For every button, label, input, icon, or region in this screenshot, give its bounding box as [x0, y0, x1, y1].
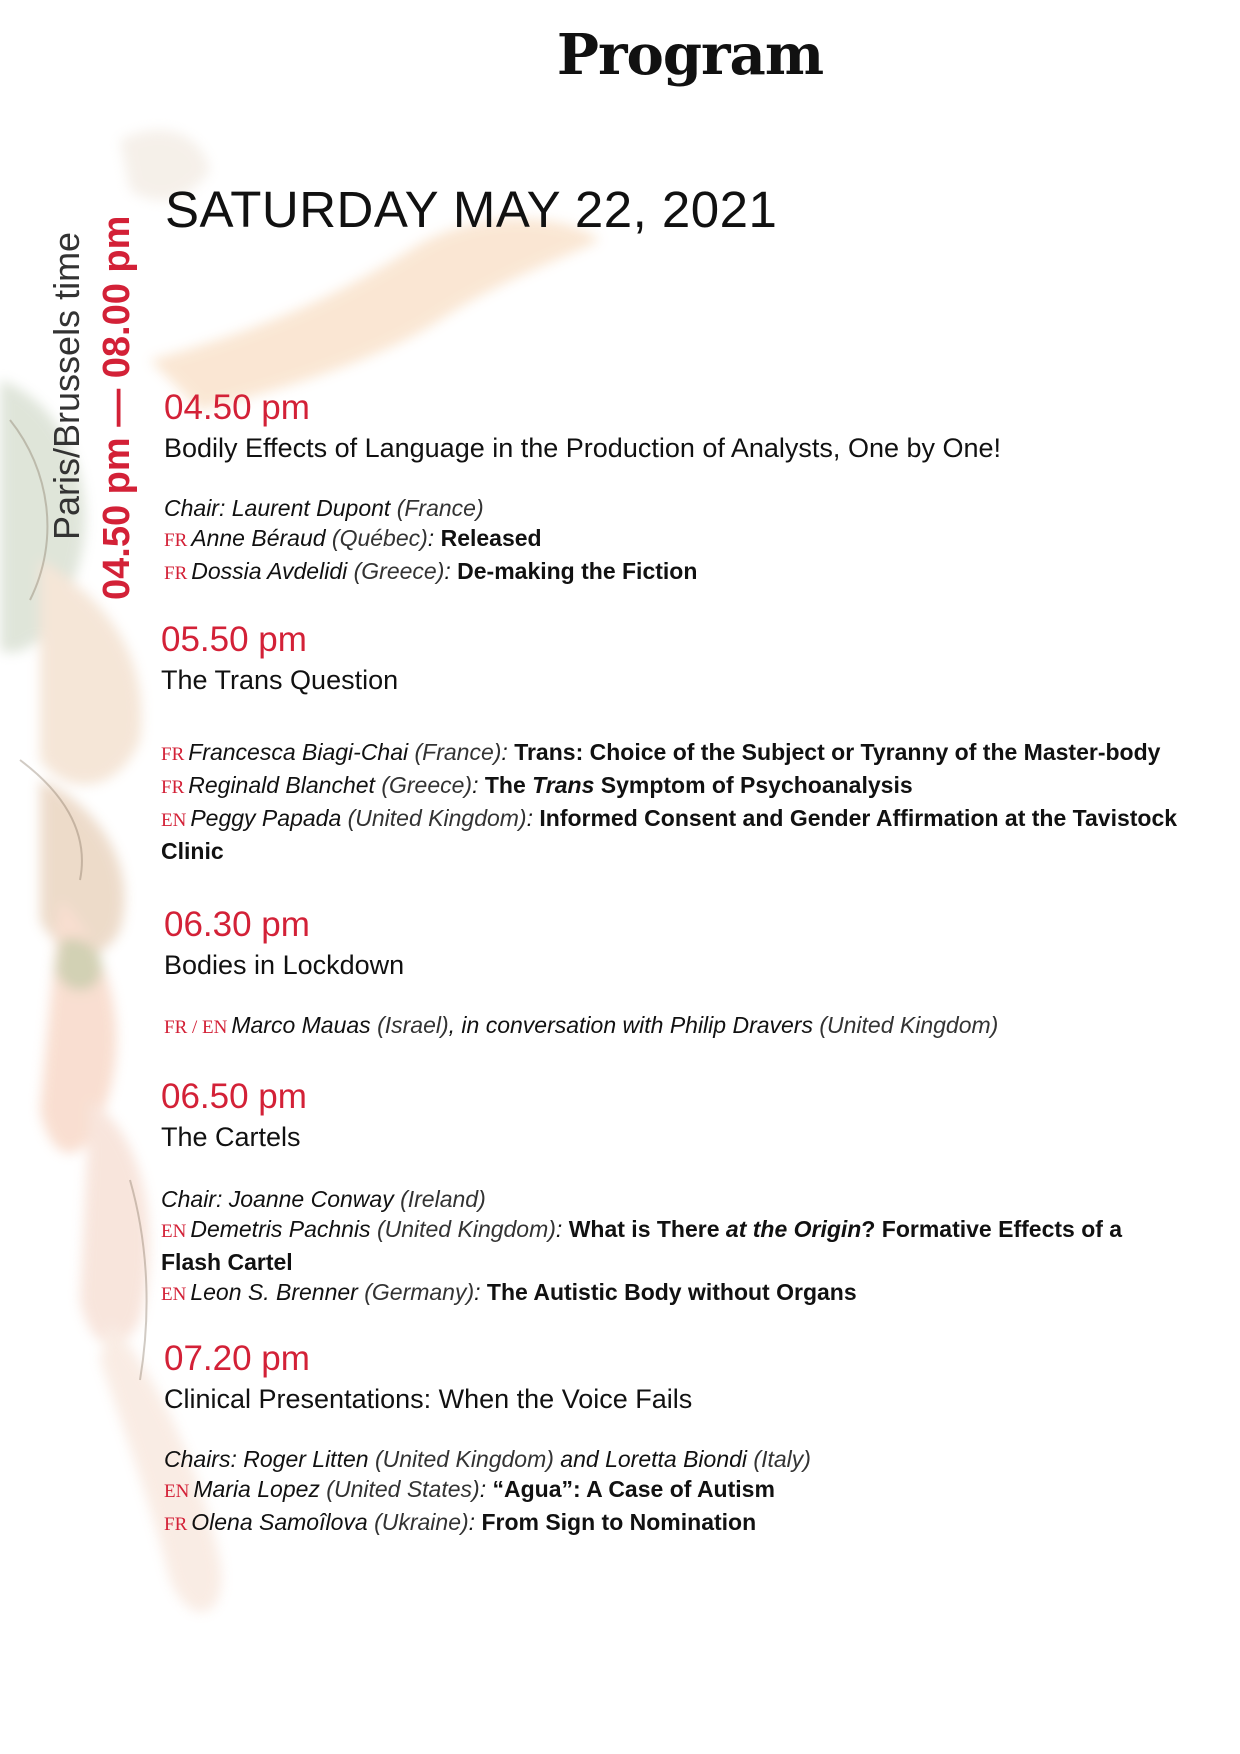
talk-line: [161, 737, 1211, 770]
session-participants: [161, 1184, 1171, 1310]
talk-line: [164, 1507, 1214, 1540]
session-time: 06.50 pm: [161, 1077, 307, 1116]
talk-line: [161, 770, 1211, 803]
talk-line: [164, 556, 1214, 589]
session-title: Bodily Effects of Language in the Production of Analysts, One by One!: [164, 433, 1002, 463]
session-time: 07.20 pm: [164, 1339, 310, 1378]
page-title: Program: [556, 22, 824, 88]
session-participants: [164, 1444, 1214, 1540]
separator: :: [472, 772, 479, 798]
speaker-country: (United States): [326, 1476, 480, 1502]
session-title: The Trans Question: [161, 665, 399, 695]
chair-label: Chair:: [161, 1186, 223, 1212]
separator: :: [501, 739, 508, 765]
session-block: [164, 1340, 1214, 1540]
chair-line: [164, 493, 1214, 523]
chair-name: Loretta Biondi: [605, 1446, 748, 1472]
speaker-name: Demetris Pachnis: [190, 1216, 371, 1242]
language-tag: EN: [164, 1481, 190, 1502]
language-tag: EN: [161, 1284, 187, 1305]
paper-title: “Agua”: A Case of Autism: [492, 1476, 775, 1502]
speaker-country: (Ukraine): [374, 1509, 469, 1535]
session-title: Clinical Presentations: When the Voice Fails: [164, 1384, 693, 1414]
separator: :: [474, 1279, 481, 1305]
language-tag: FR: [164, 530, 188, 551]
speaker-country: (Québec): [331, 525, 428, 551]
speaker-country: (United Kingdom): [347, 805, 527, 831]
talk-line: [161, 1214, 1171, 1277]
talk-line: [164, 1010, 1214, 1043]
separator: :: [427, 525, 435, 551]
session-block: [164, 389, 1214, 589]
language-tag: FR: [161, 744, 185, 765]
chair-line: [161, 1184, 1171, 1214]
language-tag: FR: [161, 777, 185, 798]
session-participants: [164, 1010, 1214, 1043]
paper-title: De-making the Fiction: [457, 558, 698, 584]
session-block: [164, 906, 1214, 1043]
language-tag: FR: [164, 563, 188, 584]
chair-name: Roger Litten: [243, 1446, 369, 1472]
paper-title: Trans: Choice of the Subject or Tyranny of the Master-body: [514, 739, 1161, 765]
chair-country: (Italy): [753, 1446, 811, 1472]
chair-connector: and: [553, 1446, 606, 1472]
separator: :: [555, 1216, 563, 1242]
paper-title: The Autistic Body without Organs: [486, 1279, 857, 1305]
speaker-country: (Greece): [353, 558, 445, 584]
talk-line: [161, 1277, 1171, 1310]
date-heading: SATURDAY MAY 22, 2021: [165, 181, 778, 238]
chair-label: Chairs:: [164, 1446, 237, 1472]
language-tag: EN: [161, 810, 187, 831]
session-block: [161, 621, 1211, 866]
time-range: 04.50 pm — 08.00 pm: [96, 215, 138, 600]
talk-line: [161, 803, 1211, 866]
speaker-name: Reginald Blanchet: [188, 772, 375, 798]
paper-title: What is There at the Origin? Formative Effects of a Flash Cartel: [161, 1216, 1123, 1275]
speaker-name: Olena Samoîlova: [191, 1509, 368, 1535]
speaker-country: (United Kingdom): [376, 1216, 556, 1242]
session-block: [161, 1078, 1211, 1310]
speaker-name: Dossia Avdelidi: [191, 558, 348, 584]
separator: :: [479, 1476, 487, 1502]
session-participants: [164, 493, 1214, 589]
speaker-country: (Israel): [377, 1012, 449, 1038]
paper-title: From Sign to Nomination: [481, 1509, 757, 1535]
chair-name: Joanne Conway: [228, 1186, 394, 1212]
session-title: The Cartels: [161, 1122, 301, 1152]
speaker-name: Francesca Biagi-Chai: [188, 739, 409, 765]
session-time: 05.50 pm: [161, 620, 307, 659]
conversation-connector: , in conversation with: [448, 1012, 670, 1038]
timezone-label: Paris/Brussels time: [46, 231, 87, 540]
speaker-name: Marco Mauas: [231, 1012, 371, 1038]
speaker-country: (Germany): [364, 1279, 475, 1305]
chair-name: Laurent Dupont: [231, 495, 391, 521]
chair-label: Chair:: [164, 495, 226, 521]
separator: :: [468, 1509, 476, 1535]
speaker-name: Anne Béraud: [191, 525, 326, 551]
session-time: 06.30 pm: [164, 905, 310, 944]
chair-country: (United Kingdom): [374, 1446, 554, 1472]
talk-line: [164, 1474, 1214, 1507]
session-time: 04.50 pm: [164, 388, 310, 427]
speaker-country: (United Kingdom): [819, 1012, 999, 1038]
speaker-country: (France): [414, 739, 502, 765]
speaker-name: Peggy Papada: [190, 805, 342, 831]
language-tag: FR / EN: [164, 1017, 228, 1038]
session-title: Bodies in Lockdown: [164, 950, 405, 980]
language-tag: FR: [164, 1514, 188, 1535]
chair-country: (France): [396, 495, 484, 521]
chair-country: (Ireland): [400, 1186, 486, 1212]
session-participants: [161, 737, 1211, 866]
talk-line: [164, 523, 1214, 556]
paper-title: Informed Consent and Gender Affirmation at the Tavistock Clinic: [161, 805, 1178, 864]
separator: :: [444, 558, 451, 584]
speaker-name: Maria Lopez: [193, 1476, 320, 1502]
paper-title: Released: [440, 525, 542, 551]
speaker-name: Leon S. Brenner: [190, 1279, 358, 1305]
separator: :: [526, 805, 533, 831]
speaker-country: (Greece): [381, 772, 473, 798]
paper-title: The Trans Symptom of Psychoanalysis: [484, 772, 913, 798]
speaker-name: Philip Dravers: [669, 1012, 813, 1038]
language-tag: EN: [161, 1221, 187, 1242]
chair-line: [164, 1444, 1214, 1474]
